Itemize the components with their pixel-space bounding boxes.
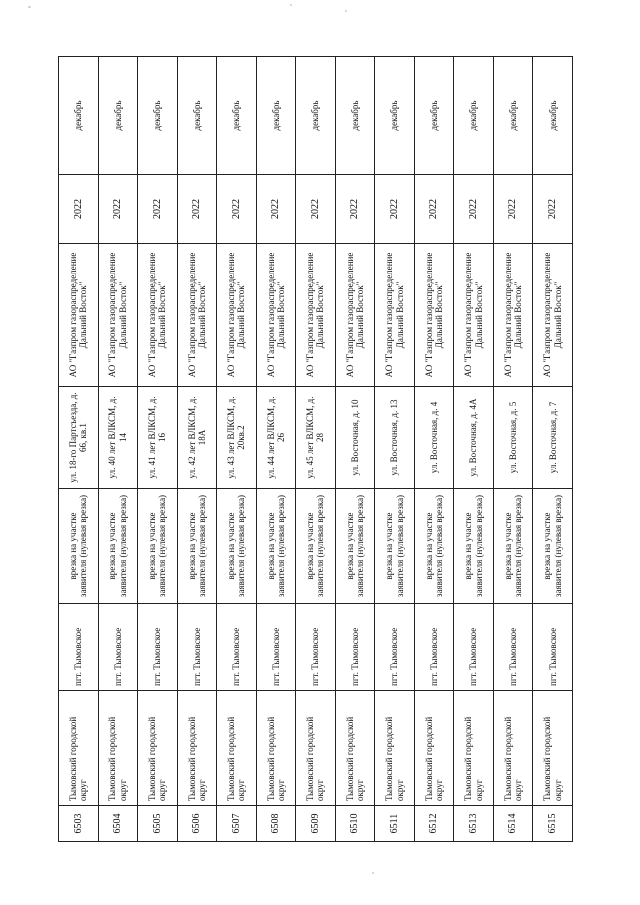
cell-month: декабрь <box>177 57 217 175</box>
cell-year: 2022 <box>296 175 336 244</box>
cell-organization: АО "Газпром газораспределение Дальний Восток" <box>533 244 573 387</box>
cell-month: декабрь <box>533 57 573 175</box>
cell-district: Тымовский городской округ <box>256 691 296 806</box>
cell-locality: пгт. Тымовское <box>256 604 296 691</box>
cell-month: декабрь <box>335 57 375 175</box>
scan-speck <box>345 10 347 12</box>
cell-month: декабрь <box>217 57 257 175</box>
table-row <box>256 57 296 842</box>
cell-organization: АО "Газпром газораспределение Дальний Восток" <box>177 244 217 387</box>
cell-number: 6503 <box>59 806 99 842</box>
cell-locality: пгт. Тымовское <box>454 604 494 691</box>
cell-district: Тымовский городской округ <box>98 691 138 806</box>
cell-year: 2022 <box>335 175 375 244</box>
cell-organization: АО "Газпром газораспределение Дальний Восток" <box>59 244 99 387</box>
cell-number: 6505 <box>138 806 178 842</box>
cell-month: декабрь <box>296 57 336 175</box>
cell-connection-type: врезка на участке заявителя (нулевая врезка) <box>414 489 454 604</box>
cell-number: 6514 <box>493 806 533 842</box>
scan-speck <box>372 872 374 874</box>
cell-address: ул. 42 лет ВЛКСМ, д. 18А <box>177 387 217 489</box>
scan-speck <box>290 4 292 6</box>
cell-district: Тымовский городской округ <box>296 691 336 806</box>
cell-month: декабрь <box>256 57 296 175</box>
cell-number: 6507 <box>217 806 257 842</box>
cell-organization: АО "Газпром газораспределение Дальний Восток" <box>138 244 178 387</box>
table-row <box>375 57 415 842</box>
cell-year: 2022 <box>59 175 99 244</box>
table-row <box>59 57 99 842</box>
cell-year: 2022 <box>177 175 217 244</box>
cell-connection-type: врезка на участке заявителя (нулевая врезка) <box>256 489 296 604</box>
cell-number: 6508 <box>256 806 296 842</box>
cell-year: 2022 <box>98 175 138 244</box>
cell-locality: пгт. Тымовское <box>177 604 217 691</box>
table-body <box>59 57 573 842</box>
cell-number: 6509 <box>296 806 336 842</box>
cell-connection-type: врезка на участке заявителя (нулевая врезка) <box>138 489 178 604</box>
cell-month: декабрь <box>414 57 454 175</box>
cell-year: 2022 <box>493 175 533 244</box>
cell-address: ул. Восточная, д. 5 <box>493 387 533 489</box>
cell-district: Тымовский городской округ <box>414 691 454 806</box>
table-row <box>98 57 138 842</box>
cell-year: 2022 <box>256 175 296 244</box>
gas-connection-table <box>58 56 573 842</box>
cell-year: 2022 <box>533 175 573 244</box>
cell-connection-type: врезка на участке заявителя (нулевая врезка) <box>177 489 217 604</box>
cell-connection-type: врезка на участке заявителя (нулевая врезка) <box>454 489 494 604</box>
cell-address: ул. 18-го Партсъезда, д. 66, кв.1 <box>59 387 99 489</box>
table-row <box>454 57 494 842</box>
scan-speck <box>28 6 31 8</box>
cell-organization: АО "Газпром газораспределение Дальний Восток" <box>375 244 415 387</box>
cell-month: декабрь <box>454 57 494 175</box>
cell-district: Тымовский городской округ <box>335 691 375 806</box>
cell-district: Тымовский городской округ <box>493 691 533 806</box>
cell-locality: пгт. Тымовское <box>414 604 454 691</box>
cell-locality: пгт. Тымовское <box>217 604 257 691</box>
cell-year: 2022 <box>138 175 178 244</box>
cell-locality: пгт. Тымовское <box>296 604 336 691</box>
table-row <box>414 57 454 842</box>
cell-address: ул. 44 лет ВЛКСМ, д. 26 <box>256 387 296 489</box>
cell-district: Тымовский городской округ <box>217 691 257 806</box>
table-row <box>138 57 178 842</box>
cell-organization: АО "Газпром газораспределение Дальний Восток" <box>493 244 533 387</box>
cell-district: Тымовский городской округ <box>177 691 217 806</box>
cell-number: 6510 <box>335 806 375 842</box>
cell-address: ул. 40 лет ВЛКСМ, д. 14 <box>98 387 138 489</box>
cell-address: ул. 45 лет ВЛКСМ, д. 28 <box>296 387 336 489</box>
cell-number: 6511 <box>375 806 415 842</box>
table-row <box>493 57 533 842</box>
table-row <box>533 57 573 842</box>
cell-number: 6513 <box>454 806 494 842</box>
cell-year: 2022 <box>217 175 257 244</box>
cell-locality: пгт. Тымовское <box>533 604 573 691</box>
cell-connection-type: врезка на участке заявителя (нулевая врезка) <box>217 489 257 604</box>
cell-locality: пгт. Тымовское <box>98 604 138 691</box>
cell-address: ул. Восточная, д. 10 <box>335 387 375 489</box>
cell-connection-type: врезка на участке заявителя (нулевая врезка) <box>98 489 138 604</box>
cell-locality: пгт. Тымовское <box>335 604 375 691</box>
table-row <box>177 57 217 842</box>
cell-number: 6506 <box>177 806 217 842</box>
cell-organization: АО "Газпром газораспределение Дальний Восток" <box>454 244 494 387</box>
cell-organization: АО "Газпром газораспределение Дальний Восток" <box>256 244 296 387</box>
cell-address: ул. Восточная, д. 4А <box>454 387 494 489</box>
cell-month: декабрь <box>98 57 138 175</box>
cell-month: декабрь <box>59 57 99 175</box>
cell-address: ул. Восточная, д. 7 <box>533 387 573 489</box>
cell-district: Тымовский городской округ <box>533 691 573 806</box>
cell-connection-type: врезка на участке заявителя (нулевая врезка) <box>59 489 99 604</box>
cell-organization: АО "Газпром газораспределение Дальний Восток" <box>414 244 454 387</box>
cell-connection-type: врезка на участке заявителя (нулевая врезка) <box>493 489 533 604</box>
cell-month: декабрь <box>375 57 415 175</box>
rotated-document-page <box>58 57 573 842</box>
table-row <box>335 57 375 842</box>
cell-connection-type: врезка на участке заявителя (нулевая врезка) <box>375 489 415 604</box>
cell-district: Тымовский городской округ <box>375 691 415 806</box>
cell-district: Тымовский городской округ <box>454 691 494 806</box>
cell-locality: пгт. Тымовское <box>138 604 178 691</box>
cell-connection-type: врезка на участке заявителя (нулевая врезка) <box>335 489 375 604</box>
cell-address: ул. Восточная, д. 4 <box>414 387 454 489</box>
cell-locality: пгт. Тымовское <box>493 604 533 691</box>
cell-address: ул. 41 лет ВЛКСМ, д. 16 <box>138 387 178 489</box>
cell-district: Тымовский городской округ <box>138 691 178 806</box>
cell-year: 2022 <box>414 175 454 244</box>
table-row <box>296 57 336 842</box>
cell-month: декабрь <box>493 57 533 175</box>
cell-year: 2022 <box>375 175 415 244</box>
cell-organization: АО "Газпром газораспределение Дальний Восток" <box>335 244 375 387</box>
cell-locality: пгт. Тымовское <box>375 604 415 691</box>
cell-year: 2022 <box>454 175 494 244</box>
cell-address: ул. Восточная, д. 13 <box>375 387 415 489</box>
cell-organization: АО "Газпром газораспределение Дальний Восток" <box>98 244 138 387</box>
cell-address: ул. 43 лет ВЛКСМ, д. 20кв.2 <box>217 387 257 489</box>
cell-connection-type: врезка на участке заявителя (нулевая врезка) <box>533 489 573 604</box>
cell-connection-type: врезка на участке заявителя (нулевая врезка) <box>296 489 336 604</box>
cell-organization: АО "Газпром газораспределение Дальний Восток" <box>296 244 336 387</box>
cell-locality: пгт. Тымовское <box>59 604 99 691</box>
cell-number: 6515 <box>533 806 573 842</box>
cell-number: 6504 <box>98 806 138 842</box>
cell-organization: АО "Газпром газораспределение Дальний Восток" <box>217 244 257 387</box>
cell-district: Тымовский городской округ <box>59 691 99 806</box>
cell-number: 6512 <box>414 806 454 842</box>
cell-month: декабрь <box>138 57 178 175</box>
table-row <box>217 57 257 842</box>
